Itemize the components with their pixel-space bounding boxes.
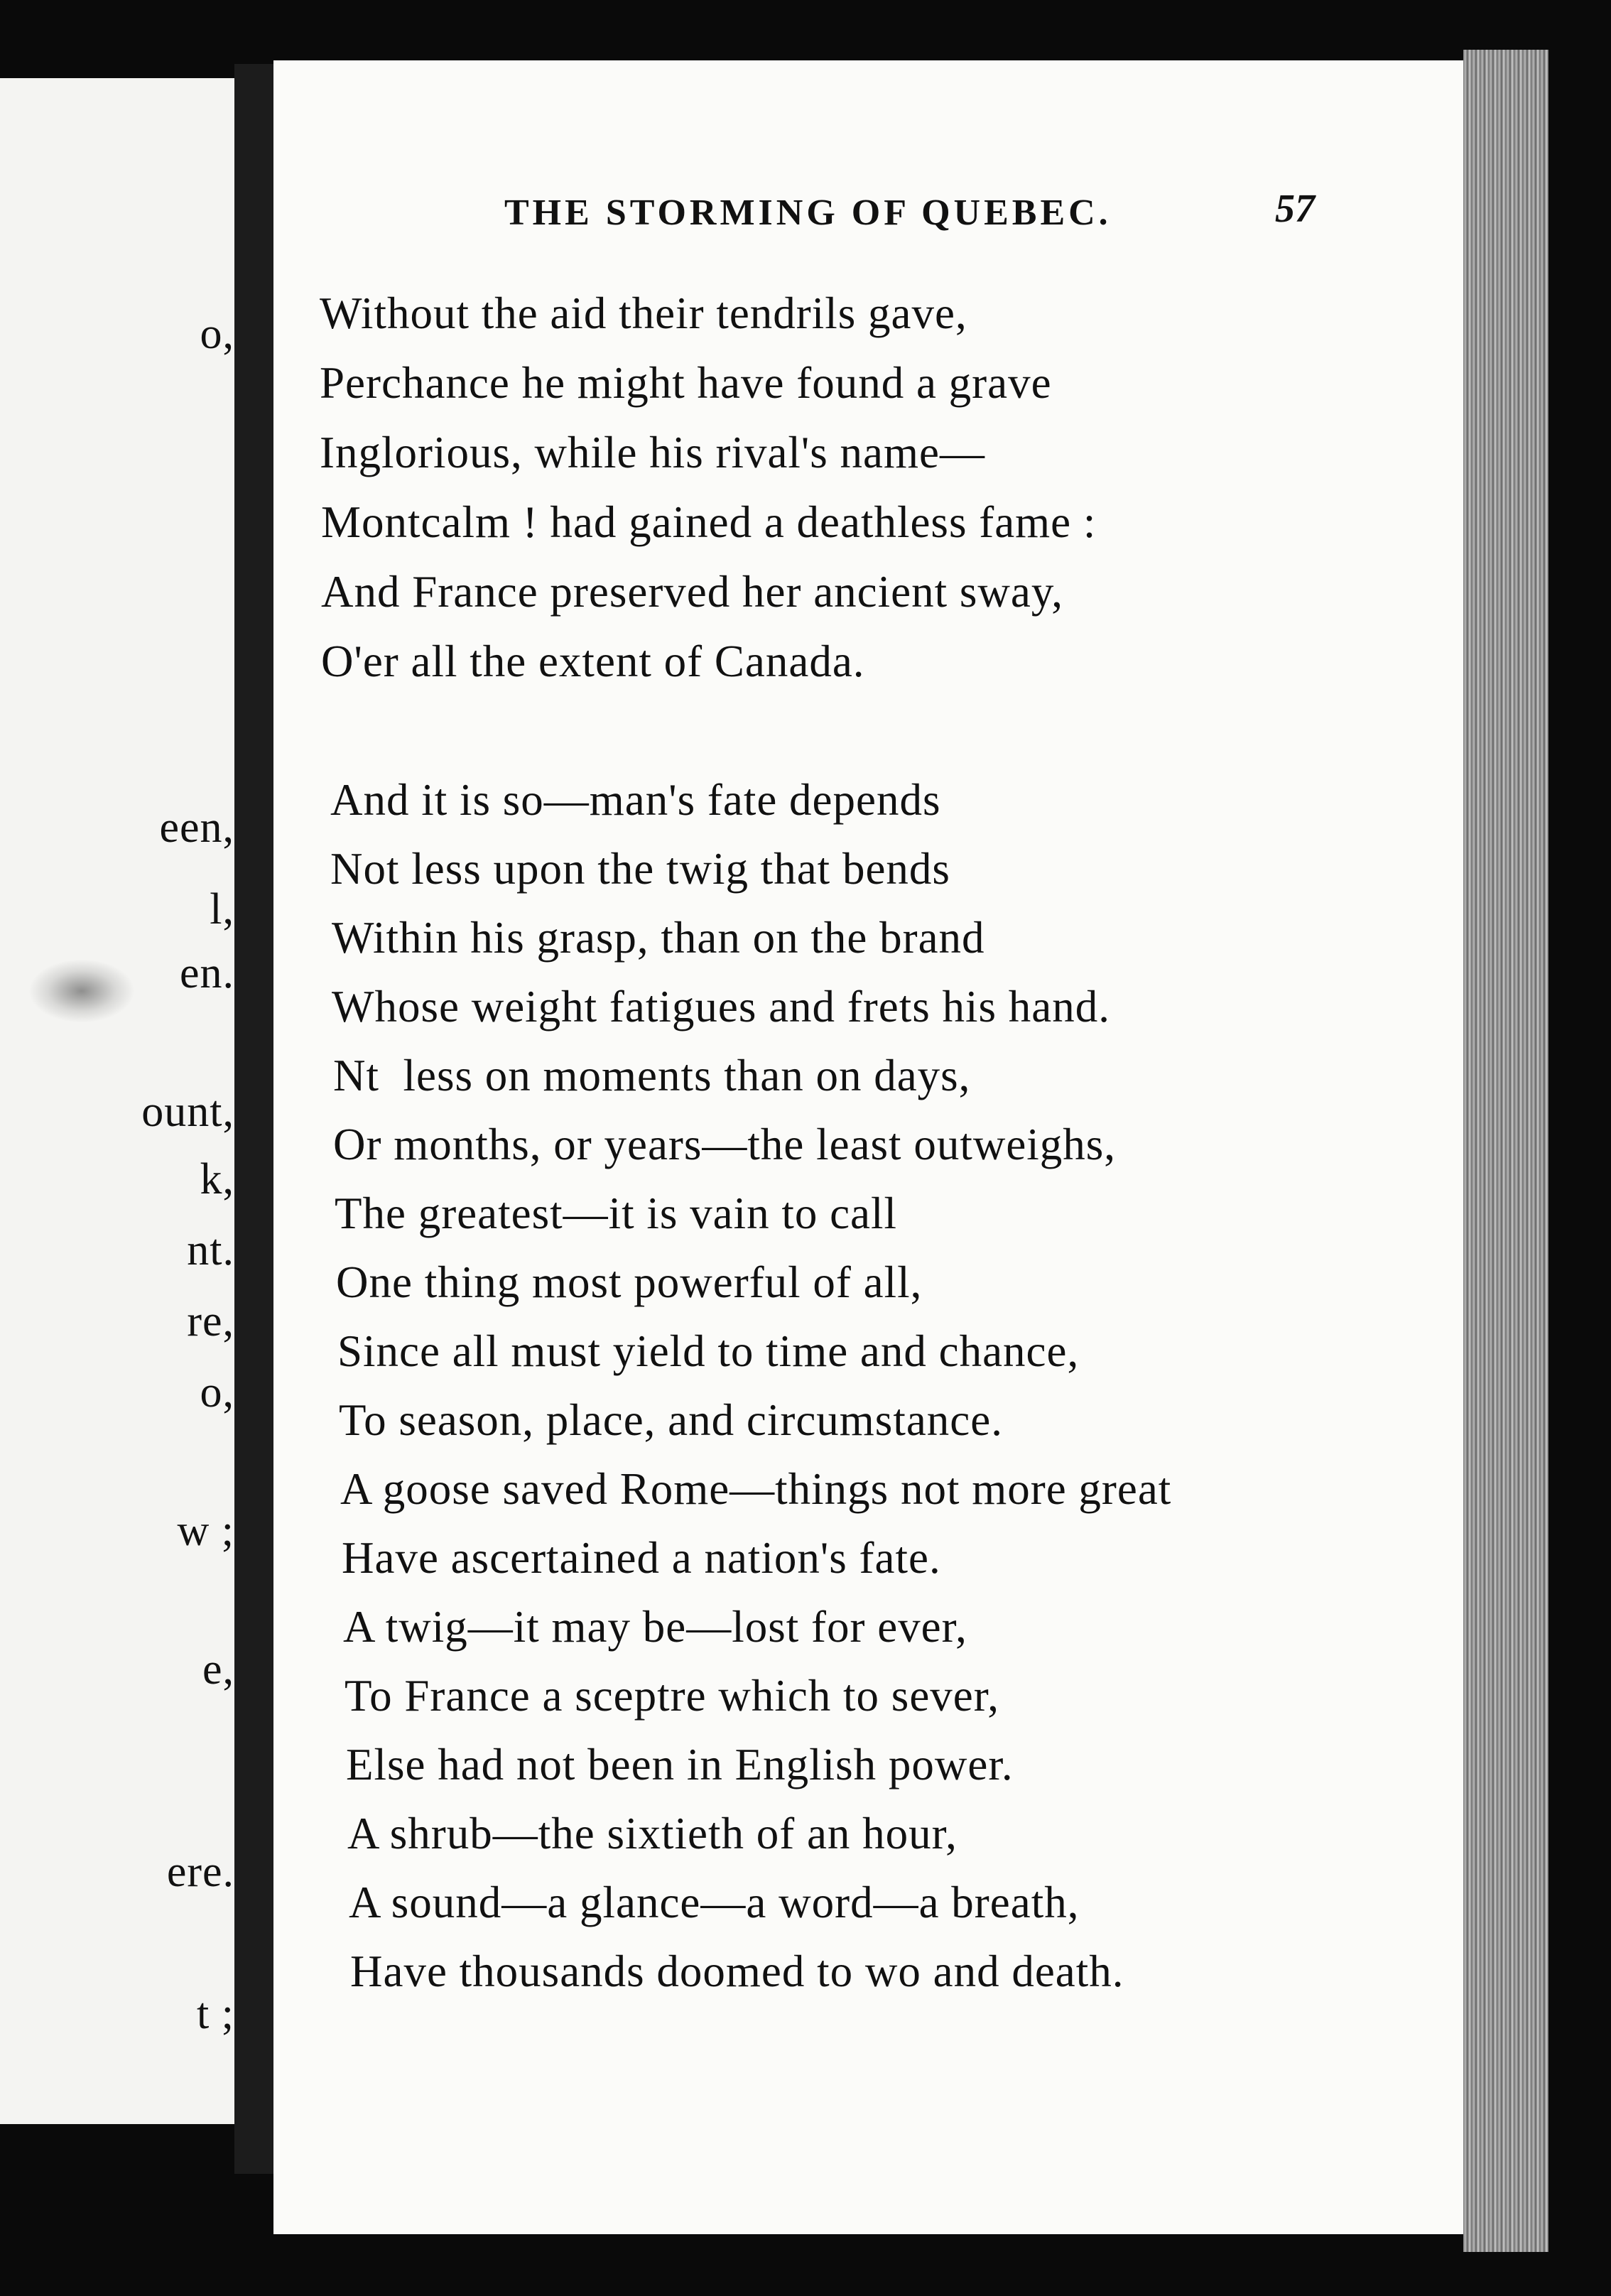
left-page-fragment: ount, xyxy=(141,1088,234,1136)
verse-line: A goose saved Rome—things not more great xyxy=(340,1464,1172,1514)
verse-line: Inglorious, while his rival's name— xyxy=(320,428,985,477)
verse-line: A twig—it may be—lost for ever, xyxy=(343,1602,967,1652)
left-page-fragment: o, xyxy=(200,1368,234,1417)
verse-line: Since all must yield to time and chance, xyxy=(337,1326,1080,1376)
verse-line: Without the aid their tendrils gave, xyxy=(320,288,967,338)
book-gutter xyxy=(234,64,277,2174)
verse-line: Not less upon the twig that bends xyxy=(330,844,950,894)
verse-line: Else had not been in English power. xyxy=(346,1740,1014,1789)
verse-line: And it is so—man's fate depends xyxy=(330,775,941,825)
verse-line: Or months, or years—the least outweighs, xyxy=(333,1120,1117,1169)
left-page-fragment: k, xyxy=(200,1155,234,1203)
verse-line: Within his grasp, than on the brand xyxy=(332,913,985,963)
left-page-fragment: w ; xyxy=(177,1507,234,1555)
verse-line: Montcalm ! had gained a deathless fame : xyxy=(321,497,1097,547)
left-page-fragment: en. xyxy=(179,949,234,997)
page-number: 57 xyxy=(1275,187,1315,231)
running-head: THE STORMING OF QUEBEC. xyxy=(504,193,1112,233)
verse-line: A shrub—the sixtieth of an hour, xyxy=(347,1809,958,1858)
left-page-fragment: re, xyxy=(187,1297,234,1345)
left-page-fragment: een, xyxy=(159,803,234,852)
left-facing-page xyxy=(0,78,234,2124)
verse-line: To season, place, and circumstance. xyxy=(339,1395,1003,1445)
verse-line: To France a sceptre which to sever, xyxy=(345,1671,999,1721)
left-page-fragment: nt. xyxy=(187,1226,234,1274)
verse-line: The greatest—it is vain to call xyxy=(335,1188,898,1238)
left-page-fragment: l, xyxy=(210,885,234,933)
verse-line: Whose weight fatigues and frets his hand. xyxy=(332,982,1110,1031)
left-page-fragment: t ; xyxy=(197,1990,234,2038)
verse-line: Have thousands doomed to wo and death. xyxy=(350,1946,1124,1996)
page-edge xyxy=(1463,50,1548,2252)
verse-line: O'er all the extent of Canada. xyxy=(321,637,865,686)
ink-smudge xyxy=(28,959,135,1023)
verse-line: Perchance he might have found a grave xyxy=(320,358,1052,408)
left-page-fragment: o, xyxy=(200,310,234,358)
verse-line: A sound—a glance—a word—a breath, xyxy=(349,1878,1080,1927)
verse-line: One thing most powerful of all, xyxy=(336,1257,923,1307)
verse-line: Nt less on moments than on days, xyxy=(333,1051,971,1100)
left-page-fragment: ere. xyxy=(166,1848,234,1896)
verse-line: And France preserved her ancient sway, xyxy=(321,567,1063,617)
left-page-fragment: e, xyxy=(202,1645,234,1694)
verse-line: Have ascertained a nation's fate. xyxy=(342,1533,941,1583)
